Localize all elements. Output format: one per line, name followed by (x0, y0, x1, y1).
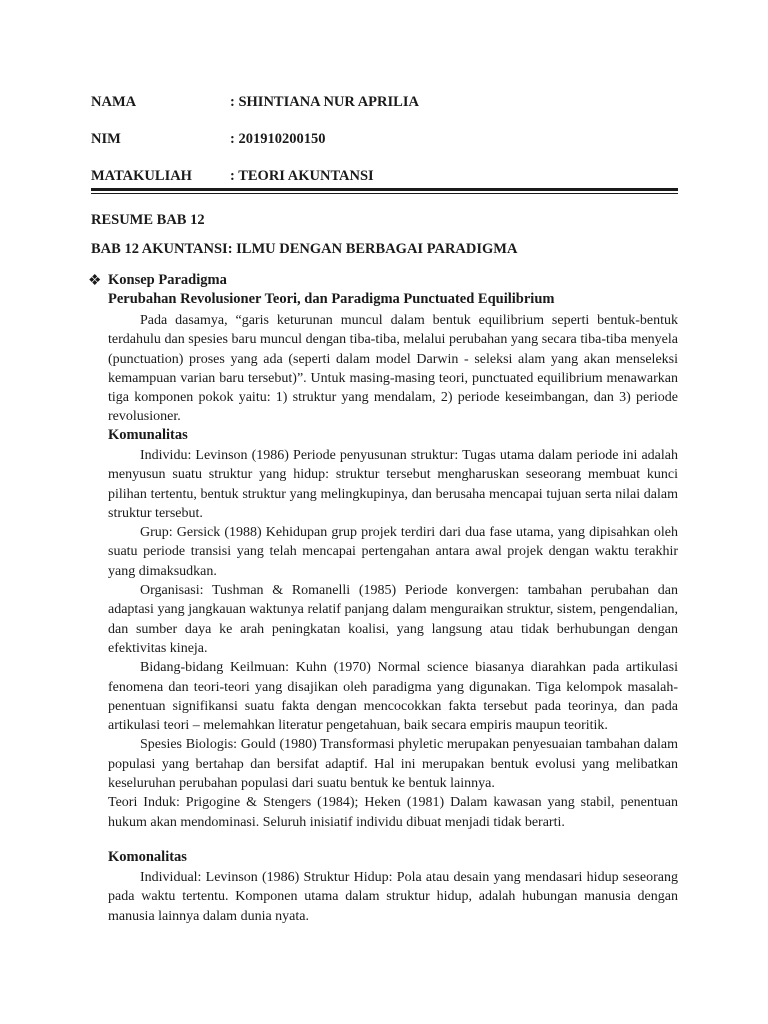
paragraph-grup: Grup: Gersick (1988) Kehidupan grup projek terdiri dari dua fase utama, yang dipisahkan oleh suatu periode transisi yang telah mencapai pertengahan antara awal projek dengan waktu terakhir yang dimaksudkan. (108, 525, 678, 579)
paragraph-teori-induk: Teori Induk: Prigogine & Stengers (1984); Heken (1981) Dalam kawasan yang stabil, penentuan hukum akan mendominasi. Seluruh inisiatif individu dibuat menjadi tidak berarti. (108, 795, 678, 830)
paragraph-organisasi: Organisasi: Tushman & Romanelli (1985) Periode konvergen: tambahan perubahan dan adaptasi yang jangkauan waktunya relatif panjang dalam menguraikan struktur, sistem, pengendalian, dan sumber daya ke arah peningkatan koalisi, yang langsung atau tidak berhubungan dengan efektivitas kineja. (108, 583, 678, 656)
intro-text (108, 311, 678, 427)
nama-label: NAMA (91, 94, 137, 110)
diamond-bullet-icon: ❖ (88, 273, 102, 289)
paragraph-individual: Individual: Levinson (1986) Struktur Hidup: Pola atau desain yang mendasari hidup seseorang pada waktu tertentu. Komponen utama dalam struktur hidup, adalah hubungan manusia dengan manusia lainnya dalam dunia nyata. (108, 870, 678, 924)
komonalitas-heading: Komonalitas (108, 849, 187, 865)
nama-value: : SHINTIANA NUR APRILIA (230, 94, 419, 110)
chapter-title: BAB 12 AKUNTANSI: ILMU DENGAN BERBAGAI PARADIGMA (91, 241, 518, 257)
komonalitas-body (108, 868, 678, 926)
komunalitas-heading: Komunalitas (108, 427, 188, 443)
komunalitas-body (108, 446, 678, 832)
matkul-value: : TEORI AKUNTANSI (230, 168, 374, 184)
header-divider-thick (91, 188, 678, 191)
section-subtitle: Perubahan Revolusioner Teori, dan Paradigma Punctuated Equilibrium (108, 291, 555, 307)
intro-paragraph: Pada dasamya, “garis keturunan muncul dalam bentuk equilibrium seperti bentuk-bentuk terdahulu dan spesies baru muncul dengan tiba-tiba, melalui perubahan yang secara tiba-tiba menyela (punctuation) proses yang ada (seperti dalam model Darwin - seleksi alam yang akan menseleksi kemampuan varian baru tersebut)”. Untuk masing-masing teori, punctuated equilibrium menawarkan tiga komponen pokok yaitu: 1) struktur yang mendalam, 2) periode keseimbangan, dan 3) periode revolusioner. (108, 313, 678, 425)
paragraph-individu: Individu: Levinson (1986) Periode penyusunan struktur: Tugas utama dalam periode ini adalah menyusun suatu struktur yang hidup: struktur tersebut mengharuskan seseorang membuat kunci pilihan tertentu, bentuk struktur yang melingkupinya, dan berusaha mencapai tujuan serta nilai dalam struktur tersebut. (108, 448, 678, 521)
nim-value: : 201910200150 (230, 131, 326, 147)
nim-label: NIM (91, 131, 121, 147)
resume-title: RESUME BAB 12 (91, 212, 205, 228)
section-title: Konsep Paradigma (108, 272, 227, 288)
paragraph-bidang-keilmuan: Bidang-bidang Keilmuan: Kuhn (1970) Normal science biasanya diarahkan pada artikulasi fenomena dan teori-teori yang disajikan oleh paradigma yang digunakan. Tiga kelompok masalah-penentuan signifikansi suatu fakta dengan mencocokkan fakta tersebut pada teorinya, dan pada artikulasi teori – melemahkan literatur pengetahuan, baik secara empiris maupun teoritik. (108, 660, 678, 734)
paragraph-spesies-biologis: Spesies Biologis: Gould (1980) Transformasi phyletic merupakan penyesuaian tambahan dalam populasi yang bertahap dan bersifat adaptif. Hal ini merupakan bentuk evolusi yang melibatkan keseluruhan perubahan populasi dari suatu bentuk ke bentuk lainnya. (108, 737, 678, 792)
header-divider-thin (91, 193, 678, 194)
matkul-label: MATAKULIAH (91, 168, 192, 184)
